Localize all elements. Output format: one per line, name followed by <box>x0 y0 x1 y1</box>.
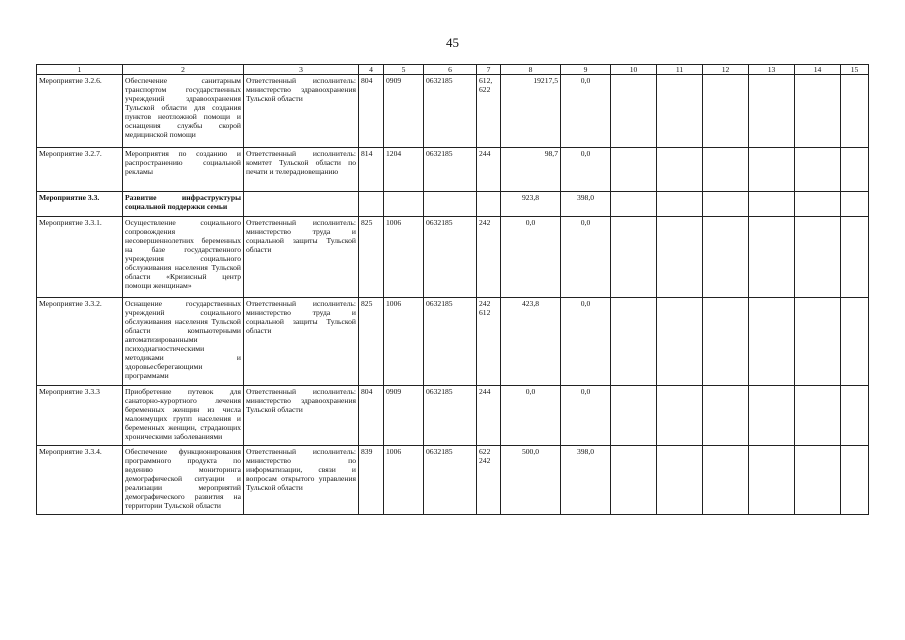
cell-empty <box>657 386 703 446</box>
column-header: 2 <box>123 65 244 75</box>
cell-empty <box>795 386 841 446</box>
measure-executor: Ответственный исполнитель: министерство по информатизации, связи и вопросам открытого управления Тульской области <box>244 446 359 515</box>
table-row <box>37 148 869 192</box>
cell-col8: 98,7 <box>501 148 561 192</box>
measure-executor: Ответственный исполнитель: комитет Тульской области по печати и телерадиовещанию <box>244 148 359 192</box>
cell-col7: 242 612 <box>477 298 501 386</box>
cell-empty <box>795 148 841 192</box>
cell-col8: 0,0 <box>501 217 561 298</box>
page-number: 45 <box>446 35 459 50</box>
cell-empty <box>841 386 869 446</box>
cell-empty <box>795 446 841 515</box>
cell-empty <box>795 192 841 217</box>
column-header: 12 <box>703 65 749 75</box>
cell-col6: 0632185 <box>424 217 477 298</box>
cell-col5: 0909 <box>384 386 424 446</box>
cell-col7 <box>477 192 501 217</box>
column-header: 6 <box>424 65 477 75</box>
measure-id: Мероприятие 3.2.6. <box>37 75 123 148</box>
cell-col5: 1006 <box>384 298 424 386</box>
cell-col4: 825 <box>359 298 384 386</box>
measure-id: Мероприятие 3.3. <box>37 192 123 217</box>
cell-empty <box>749 192 795 217</box>
column-header: 4 <box>359 65 384 75</box>
table-row <box>37 298 869 386</box>
cell-empty <box>703 148 749 192</box>
measure-executor: Ответственный исполнитель: министерство труда и социальной защиты Тульской области <box>244 298 359 386</box>
cell-col4 <box>359 192 384 217</box>
cell-empty <box>795 298 841 386</box>
cell-col9: 0,0 <box>561 75 611 148</box>
column-header: 7 <box>477 65 501 75</box>
cell-col4: 804 <box>359 75 384 148</box>
cell-empty <box>841 75 869 148</box>
table-row <box>37 192 869 217</box>
cell-col4: 814 <box>359 148 384 192</box>
cell-empty <box>703 75 749 148</box>
table-row <box>37 217 869 298</box>
column-header: 5 <box>384 65 424 75</box>
column-header: 1 <box>37 65 123 75</box>
measure-name: Приобретение путевок для санаторно-курортного лечения беременных женщин из числа малоимущих групп населения и беременных женщин, страдающих хроническими заболеваниями <box>123 386 244 446</box>
cell-col6: 0632185 <box>424 298 477 386</box>
cell-col6: 0632185 <box>424 75 477 148</box>
column-header: 3 <box>244 65 359 75</box>
cell-empty <box>611 192 657 217</box>
measure-executor: Ответственный исполнитель: министерство здравоохранения Тульской области <box>244 386 359 446</box>
cell-col8: 500,0 <box>501 446 561 515</box>
program-table <box>36 64 869 515</box>
measure-name: Оснащение государственных учреждений социального обслуживания населения Тульской области компьютерными автоматизированными психодиагностическими методиками и здоровьесберегающими программами <box>123 298 244 386</box>
column-header: 8 <box>501 65 561 75</box>
cell-empty <box>657 446 703 515</box>
cell-empty <box>611 75 657 148</box>
cell-col5: 0909 <box>384 75 424 148</box>
measure-id: Мероприятие 3.2.7. <box>37 148 123 192</box>
cell-col6: 0632185 <box>424 446 477 515</box>
table-row <box>37 75 869 148</box>
column-header: 14 <box>795 65 841 75</box>
column-header: 9 <box>561 65 611 75</box>
column-header: 10 <box>611 65 657 75</box>
cell-col5: 1006 <box>384 217 424 298</box>
cell-empty <box>841 298 869 386</box>
cell-col9: 0,0 <box>561 217 611 298</box>
column-header: 13 <box>749 65 795 75</box>
cell-col4: 804 <box>359 386 384 446</box>
cell-empty <box>795 217 841 298</box>
cell-empty <box>795 75 841 148</box>
measure-executor: Ответственный исполнитель: министерство труда и социальной защиты Тульской области <box>244 217 359 298</box>
cell-empty <box>749 75 795 148</box>
cell-empty <box>749 148 795 192</box>
cell-col9: 398,0 <box>561 192 611 217</box>
cell-empty <box>841 192 869 217</box>
table-row <box>37 386 869 446</box>
measure-id: Мероприятие 3.3.4. <box>37 446 123 515</box>
measure-executor <box>244 192 359 217</box>
column-header: 15 <box>841 65 869 75</box>
measure-id: Мероприятие 3.3.1. <box>37 217 123 298</box>
cell-empty <box>703 298 749 386</box>
cell-col7: 244 <box>477 386 501 446</box>
cell-empty <box>841 217 869 298</box>
cell-empty <box>657 75 703 148</box>
cell-col6: 0632185 <box>424 386 477 446</box>
cell-empty <box>749 386 795 446</box>
measure-executor: Ответственный исполнитель: министерство здравоохранения Тульской области <box>244 75 359 148</box>
cell-col8: 423,8 <box>501 298 561 386</box>
measure-name: Обеспечение санитарным транспортом государственных учреждений здравоохранения Тульской области для создания пунктов неотложной помощи и оснащения службы скорой медицинской помощи <box>123 75 244 148</box>
cell-empty <box>657 217 703 298</box>
cell-col6 <box>424 192 477 217</box>
cell-col5: 1204 <box>384 148 424 192</box>
cell-empty <box>841 148 869 192</box>
header-row <box>37 65 869 75</box>
cell-col4: 825 <box>359 217 384 298</box>
cell-empty <box>703 446 749 515</box>
measure-id: Мероприятие 3.3.2. <box>37 298 123 386</box>
cell-empty <box>749 217 795 298</box>
cell-col9: 398,0 <box>561 446 611 515</box>
cell-empty <box>657 192 703 217</box>
measure-name: Мероприятия по созданию и распространению социальной рекламы <box>123 148 244 192</box>
cell-col8: 19217,5 <box>501 75 561 148</box>
cell-col9: 0,0 <box>561 148 611 192</box>
cell-empty <box>611 446 657 515</box>
cell-col5: 1006 <box>384 446 424 515</box>
cell-empty <box>749 298 795 386</box>
cell-col8: 0,0 <box>501 386 561 446</box>
column-header: 11 <box>657 65 703 75</box>
cell-col7: 622 242 <box>477 446 501 515</box>
cell-empty <box>611 217 657 298</box>
cell-empty <box>749 446 795 515</box>
cell-empty <box>657 148 703 192</box>
cell-empty <box>611 148 657 192</box>
cell-empty <box>611 298 657 386</box>
cell-col7: 242 <box>477 217 501 298</box>
cell-empty <box>841 446 869 515</box>
cell-col7: 244 <box>477 148 501 192</box>
cell-empty <box>611 386 657 446</box>
cell-empty <box>703 217 749 298</box>
cell-col4: 839 <box>359 446 384 515</box>
cell-col9: 0,0 <box>561 386 611 446</box>
cell-col6: 0632185 <box>424 148 477 192</box>
cell-empty <box>703 386 749 446</box>
cell-col7: 612, 622 <box>477 75 501 148</box>
cell-empty <box>703 192 749 217</box>
cell-col8: 923,8 <box>501 192 561 217</box>
cell-col9: 0,0 <box>561 298 611 386</box>
measure-name: Обеспечение функционирования программного продукта по ведению мониторинга демографической ситуации и реализации мероприятий демографического развития на территории Тульской области <box>123 446 244 515</box>
cell-empty <box>657 298 703 386</box>
measure-name: Развитие инфраструктуры социальной поддержки семьи <box>123 192 244 217</box>
measure-name: Осуществление социального сопровождения несовершеннолетних беременных на базе государственного учреждения социального обслуживания населения Тульской области «Кризисный центр помощи женщинам» <box>123 217 244 298</box>
measure-id: Мероприятие 3.3.3 <box>37 386 123 446</box>
table-row <box>37 446 869 515</box>
cell-col5 <box>384 192 424 217</box>
